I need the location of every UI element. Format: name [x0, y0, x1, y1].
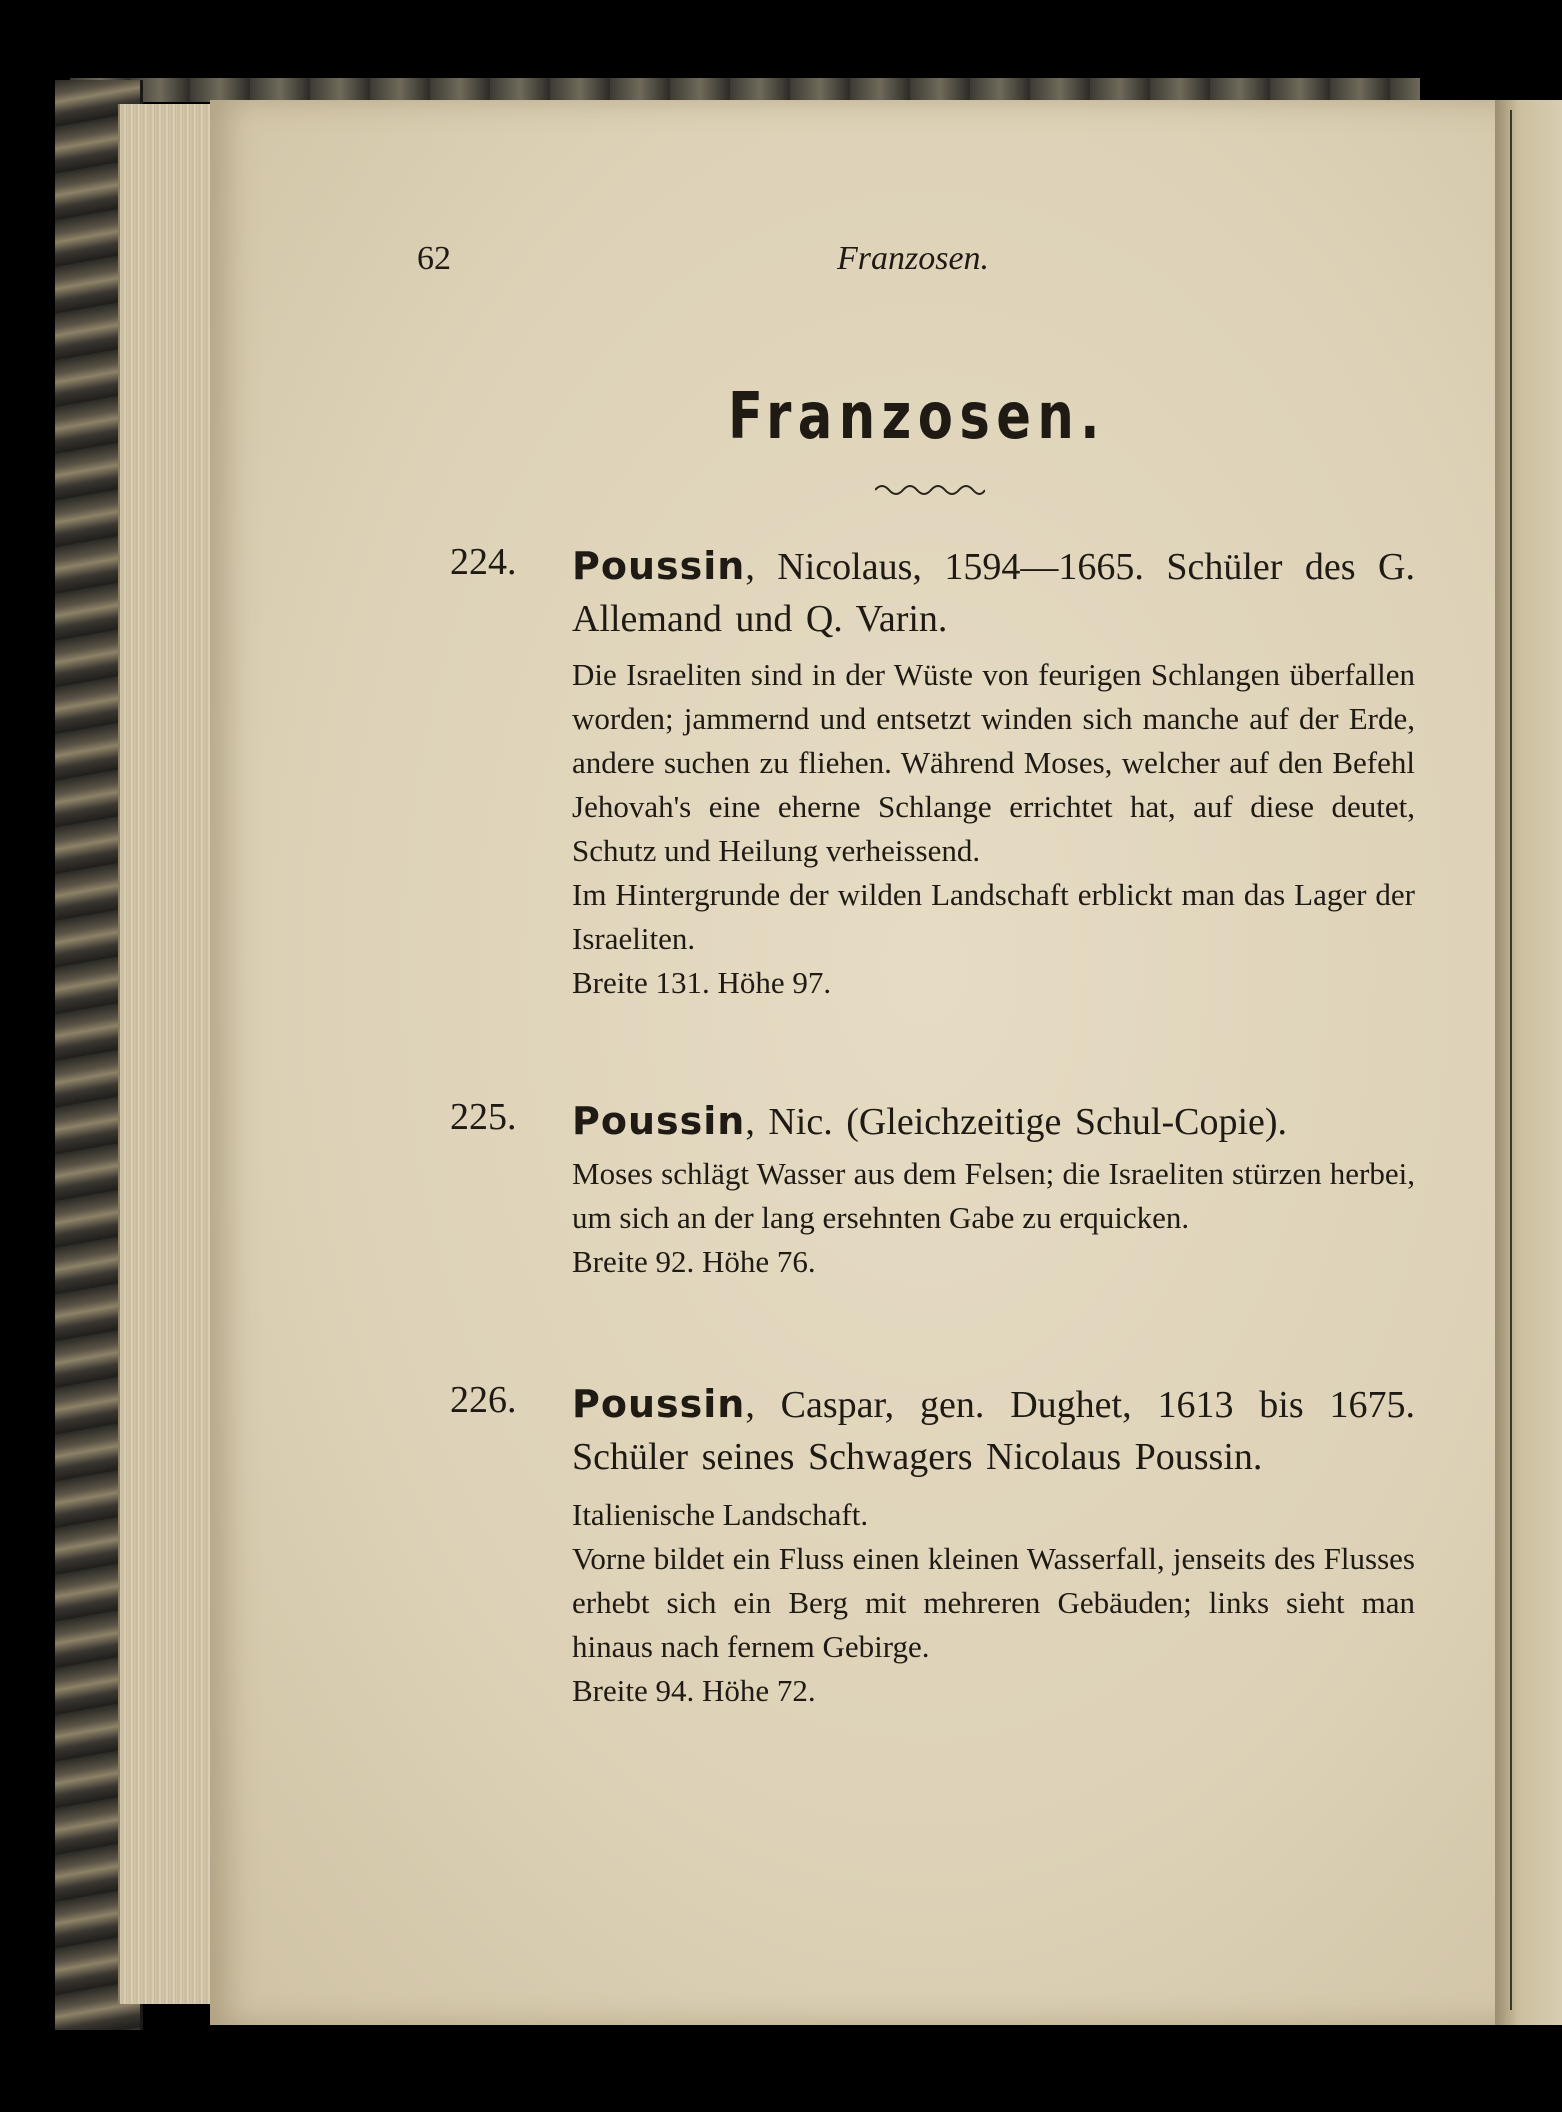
entry-number: 225.: [450, 1096, 517, 1138]
description-paragraph: Die Israeliten sind in der Wüste von feurigen Schlangen überfallen worden; jammernd und entsetzt winden sich manche auf der Erde, andere suchen zu fliehen. Während Moses, welcher auf den Befehl Jehovah's eine eherne Schlange errichtet hat, auf diese deutet, Schutz und Heilung verheissend.: [572, 657, 1415, 868]
description-paragraph: Italienische Landschaft.: [572, 1497, 869, 1532]
entry-description: [572, 653, 1415, 961]
artist-details: , Nicolaus, 1594—1665. Schüler des G. Allemand und Q. Varin.: [572, 546, 1415, 640]
entry-description: [572, 1493, 1415, 1669]
book-cover-top: [70, 78, 1420, 102]
facing-page-gutter: [1495, 100, 1562, 2025]
catalog-entry-226: [450, 1378, 1415, 1713]
entry-heading: [572, 540, 1415, 645]
description-paragraph: Vorne bildet ein Fluss einen kleinen Wasserfall, jenseits des Flusses erhebt sich ein Berg mit mehreren Gebäuden; links sieht man hinaus nach fernem Gebirge.: [572, 1541, 1415, 1664]
gutter-line: [1510, 110, 1512, 2010]
entry-heading: [572, 1095, 1415, 1148]
artist-name: Poussin: [572, 1382, 746, 1426]
artist-details: , Nic. (Gleichzeitige Schul-Copie).: [745, 1101, 1288, 1143]
entry-description: [572, 1152, 1415, 1240]
artist-details: , Caspar, gen. Dughet, 1613 bis 1675. Schüler seines Schwagers Nicolaus Poussin.: [572, 1384, 1415, 1478]
painting-dimensions: Breite 92. Höhe 76.: [572, 1244, 816, 1279]
page-edges: [118, 104, 220, 2004]
artist-name: Poussin: [572, 1099, 746, 1143]
page-number: 62: [417, 240, 451, 277]
painting-dimensions: Breite 131. Höhe 97.: [572, 965, 832, 1000]
entry-heading: [572, 1378, 1415, 1483]
running-head: [417, 240, 1417, 290]
painting-dimensions: Breite 94. Höhe 72.: [572, 1673, 816, 1708]
wavy-rule-ornament: [875, 480, 985, 500]
description-paragraph: Moses schlägt Wasser aus dem Felsen; die Israeliten stürzen herbei, um sich an der lang ersehnten Gabe zu erquicken.: [572, 1156, 1415, 1235]
artist-name: Poussin: [572, 544, 746, 588]
chapter-title: Franzosen.: [727, 380, 1107, 454]
entry-number: 224.: [450, 541, 517, 583]
entry-number: 226.: [450, 1379, 517, 1421]
description-paragraph: Im Hintergrunde der wilden Landschaft erblickt man das Lager der Israeliten.: [572, 877, 1415, 956]
catalog-entry-224: [450, 540, 1415, 1005]
running-title: Franzosen.: [837, 240, 990, 277]
catalog-entry-225: [450, 1095, 1415, 1284]
